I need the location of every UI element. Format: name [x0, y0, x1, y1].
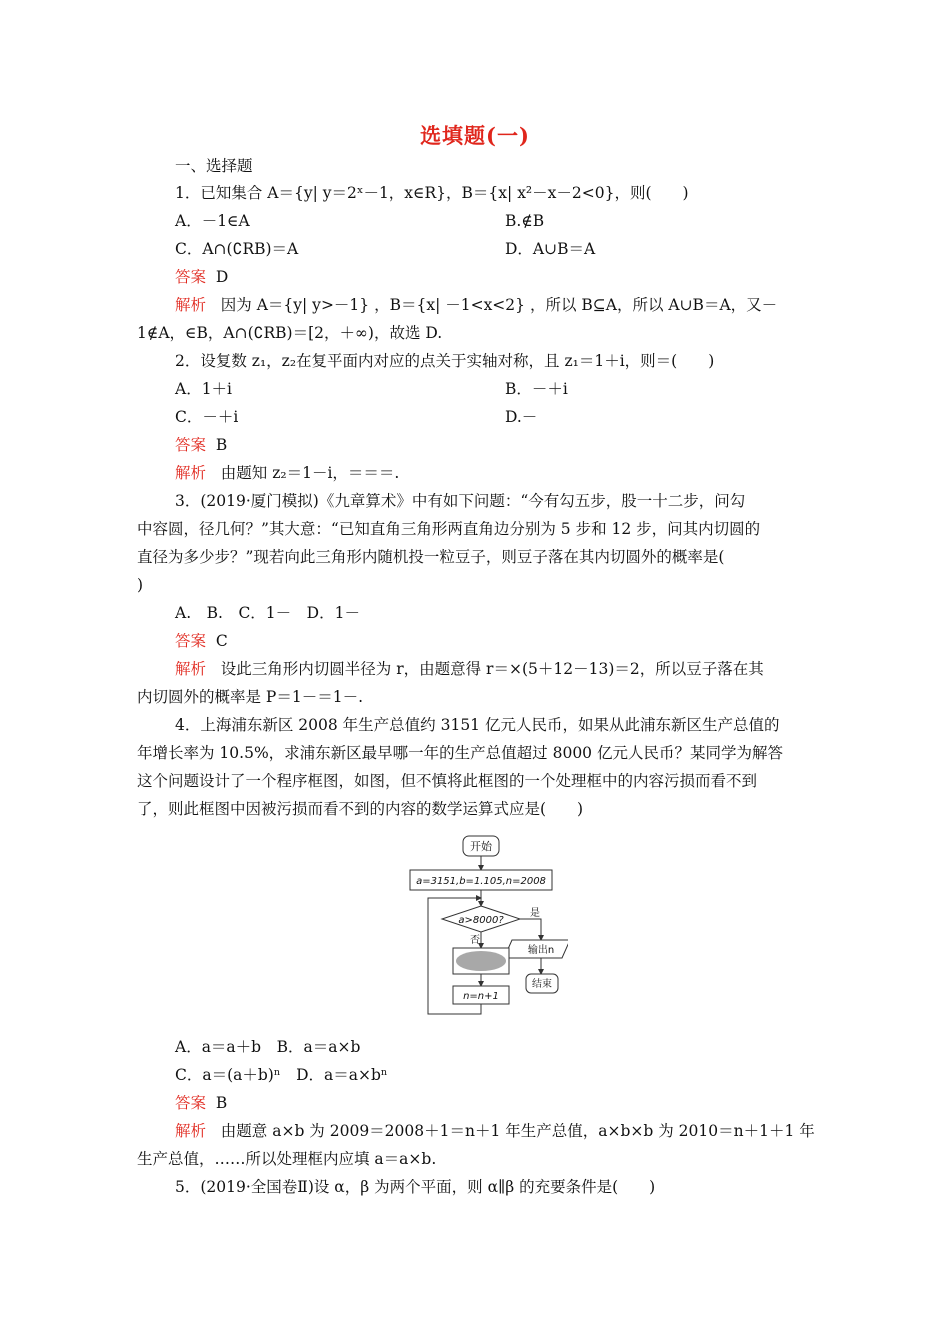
q3-analysis-line1 — [175, 658, 764, 680]
answer-value: B — [215, 436, 228, 454]
q1-option-a: A．－1∈A — [175, 212, 250, 230]
analysis-label: 解析 — [175, 1122, 207, 1140]
analysis-label: 解析 — [175, 464, 207, 482]
q1-option-d: D．A∪B＝A — [505, 240, 596, 258]
q2-option-b: B．－＋i — [505, 380, 568, 398]
q1-option-b: B.∉B — [505, 212, 545, 230]
answer-label: 答案 — [175, 1094, 207, 1112]
q1-stem: 1．已知集合 A＝{y| y＝2ˣ－1，x∈R}，B＝{x| x²－x－2<0}，则( ) — [175, 184, 689, 202]
answer-value: B — [215, 1094, 228, 1112]
section-heading: 一、选择题 — [175, 157, 253, 175]
q3-stem-line3: 直径为多少步？”现若向此三角形内随机投一粒豆子，则豆子落在其内切圆外的概率是( — [137, 548, 725, 566]
flow-no-label: 否 — [470, 935, 480, 946]
flow-end-label: 结束 — [532, 979, 552, 990]
flow-smudge — [456, 951, 506, 971]
q1-answer — [175, 266, 228, 288]
q1-analysis-line1 — [175, 294, 777, 316]
q1-option-c: C．A∩(∁RB)＝A — [175, 240, 299, 258]
answer-value: D — [215, 268, 229, 286]
q3-analysis-line2: 内切圆外的概率是 P＝1－＝1－. — [137, 688, 364, 706]
q1-analysis-line2: 1∉A，∈B，A∩(∁RB)＝[2，＋∞)，故选 D. — [137, 324, 443, 342]
flow-increment-label: n=n+1 — [463, 991, 499, 1002]
q2-option-a: A．1＋i — [175, 380, 233, 398]
analysis-text: 因为 A＝{y| y>－1} ，B＝{x| －1<x<2} ，所以 B⊆A，所以 A∪B＝A，又－ — [220, 296, 778, 314]
q4-analysis-line2: 生产总值，……所以处理框内应填 a＝a×b. — [137, 1150, 437, 1168]
q4-options-cd: C．a＝(a＋b)ⁿ D．a＝a×bⁿ — [175, 1066, 388, 1084]
q3-stem-line1: 3．(2019·厦门模拟)《九章算术》中有如下问题：“今有勾五步，股一十二步，问勾 — [175, 492, 746, 510]
analysis-label: 解析 — [175, 660, 207, 678]
q4-stem-line3: 这个问题设计了一个程序框图，如图，但不慎将此框图的一个处理框中的内容污损而看不到 — [137, 772, 758, 790]
q5-stem: 5．(2019·全国卷Ⅱ)设 α，β 为两个平面，则 α∥β 的充要条件是( ) — [175, 1178, 656, 1196]
page-title: 选填题(一) — [420, 123, 530, 148]
analysis-label: 解析 — [175, 296, 207, 314]
flowchart — [408, 830, 568, 1020]
answer-label: 答案 — [175, 632, 207, 650]
flow-yes-label: 是 — [530, 908, 540, 919]
q4-answer — [175, 1092, 227, 1114]
q4-stem-line2: 年增长率为 10.5%，求浦东新区最早哪一年的生产总值超过 8000 亿元人民币？某同学为解答 — [137, 744, 783, 762]
q3-stem-line2: 中容圆，径几何？”其大意：“已知直角三角形两直角边分别为 5 步和 12 步，问其内切圆的 — [137, 520, 761, 538]
q4-analysis-line1 — [175, 1120, 815, 1142]
q4-stem-line1: 4．上海浦东新区 2008 年生产总值约 3151 亿元人民币，如果从此浦东新区生产总值的 — [175, 716, 780, 734]
q2-analysis-line1 — [175, 462, 399, 484]
analysis-text: 设此三角形内切圆半径为 r，由题意得 r＝×(5＋12－13)＝2，所以豆子落在其 — [220, 660, 764, 678]
flow-init-label: a=3151,b=1.105,n=2008 — [416, 876, 546, 887]
answer-value: C — [215, 632, 228, 650]
flow-output-label: 输出n — [527, 945, 555, 956]
q4-options-ab: A．a＝a＋b B．a＝a×b — [175, 1038, 361, 1056]
q3-stem-line4: ) — [137, 576, 144, 594]
q2-answer — [175, 434, 227, 456]
analysis-text: 由题知 z₂＝1－i，＝＝＝. — [220, 464, 400, 482]
q3-answer — [175, 630, 228, 652]
q2-option-c: C．－＋i — [175, 408, 239, 426]
q3-options: A. B. C．1－ D．1－ — [175, 604, 360, 622]
flow-start-label: 开始 — [470, 840, 492, 853]
answer-label: 答案 — [175, 436, 207, 454]
q4-stem-line4: 了，则此框图中因被污损而看不到的内容的数学运算式应是( ) — [137, 800, 584, 818]
analysis-text: 由题意 a×b 为 2009＝2008＋1＝n＋1 年生产总值，a×b×b 为 2010＝n＋1＋1 年 — [220, 1122, 815, 1140]
flow-condition-label: a>8000? — [458, 915, 504, 926]
q2-option-d: D.－ — [505, 408, 538, 426]
q2-stem: 2．设复数 z₁，z₂在复平面内对应的点关于实轴对称，且 z₁＝1＋i，则＝( ) — [175, 352, 715, 370]
answer-label: 答案 — [175, 268, 207, 286]
